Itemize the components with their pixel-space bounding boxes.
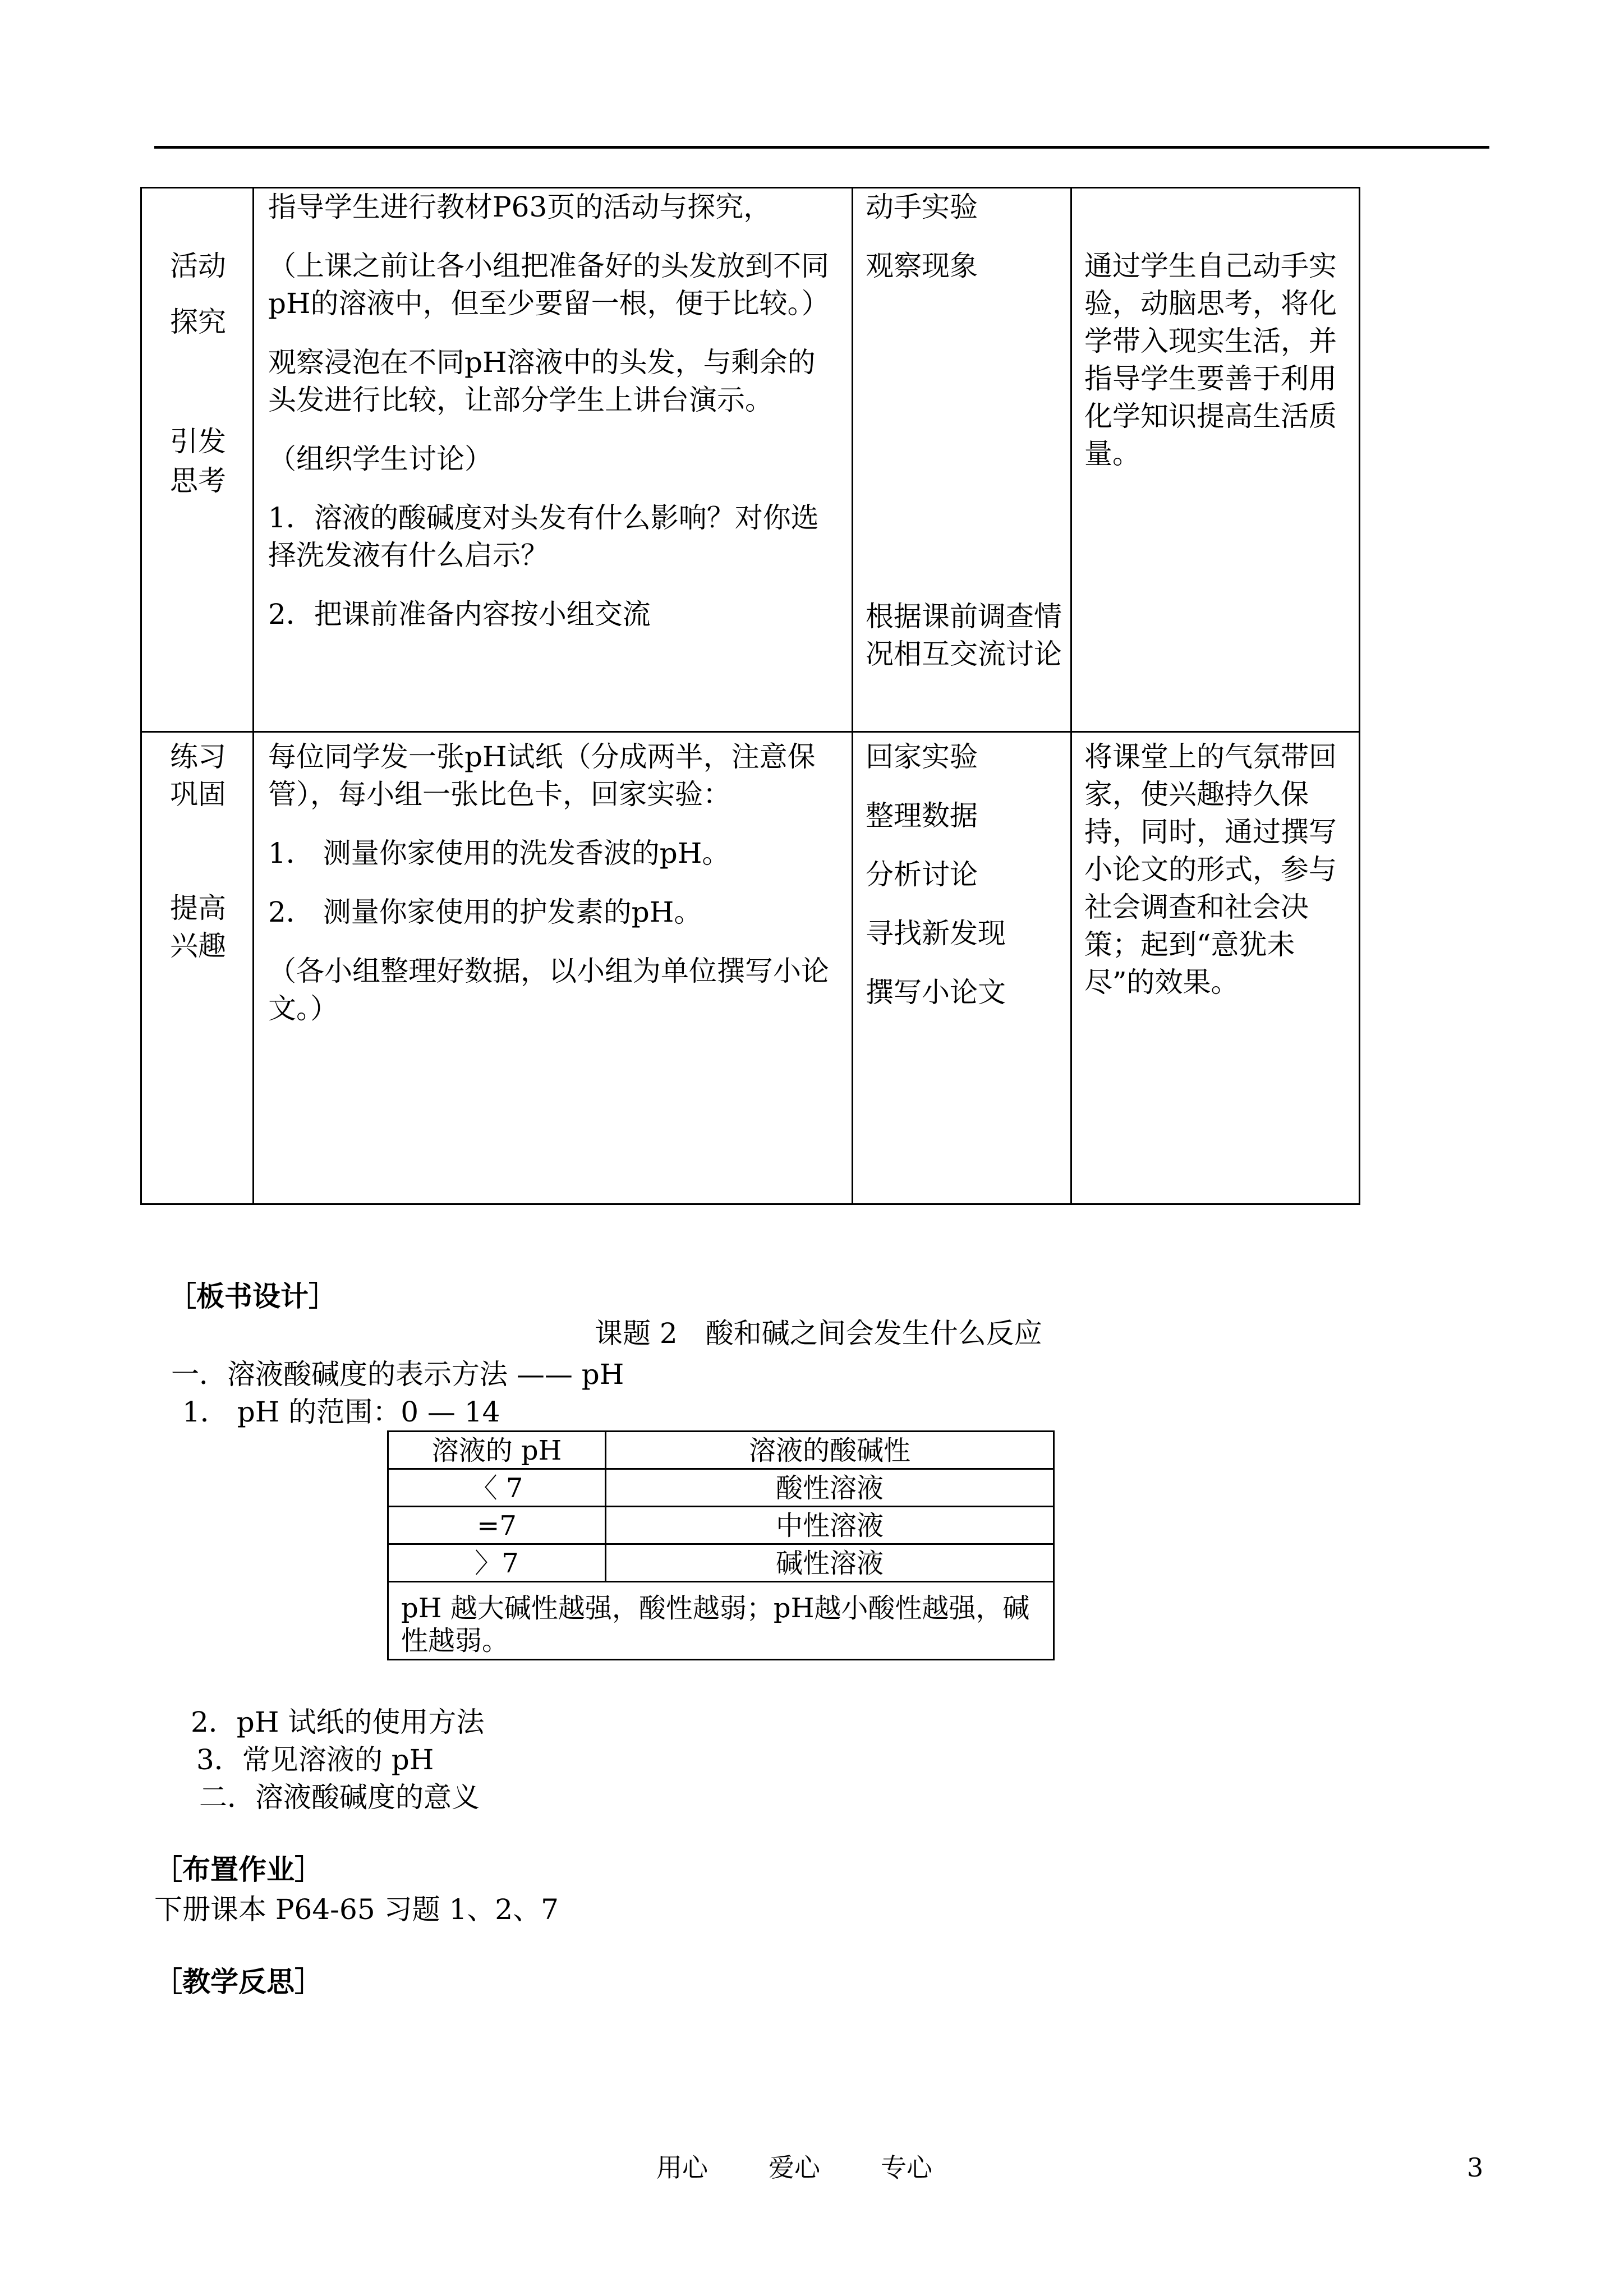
row1-label-2: 探究 <box>170 306 226 338</box>
row1-student-3: 根据课前调查情况相互交流讨论 <box>866 600 1062 670</box>
row2-label-3: 提高 <box>170 892 226 924</box>
row2-teacher-p3: 2． 测量你家使用的护发素的pH。 <box>268 896 702 928</box>
row2-teacher-p1: 每位同学发一张pH试纸（分成两半，注意保管），每小组一张比色卡，回家实验： <box>268 740 816 811</box>
board-line-4: 3．常见溶液的 pH <box>196 1743 434 1776</box>
row1-teacher-p2: （上课之前让各小组把准备好的头发放到不同pH的溶液中，但至少要留一根，便于比较。） <box>268 250 830 320</box>
header-rule <box>154 146 1489 149</box>
row1-label-4: 思考 <box>170 464 226 497</box>
row2-student-5: 撰写小论文 <box>866 976 1006 1009</box>
row2-teacher-p4: （各小组整理好数据，以小组为单位撰写小论文。） <box>268 955 829 1025</box>
row1-teacher-p3: 观察浸泡在不同pH溶液中的头发，与剩余的头发进行比较，让部分学生上讲台演示。 <box>268 346 816 416</box>
row1-student-1: 动手实验 <box>866 191 978 223</box>
ph-table-header-ph: 溶液的 pH <box>431 1435 562 1466</box>
row2-student-2: 整理数据 <box>866 799 978 832</box>
row1-design-intent: 通过学生自己动手实验，动脑思考，将化学带入现实生活，并指导学生要善于利用化学知识提高生活质量。 <box>1084 250 1337 470</box>
row2-design-intent: 将课堂上的气氛带回家，使兴趣持久保持，同时，通过撰写小论文的形式，参与社会调查和社会决策；起到“意犹未尽”的效果。 <box>1084 740 1337 999</box>
board-line-1: 一．溶液酸碱度的表示方法 —— pH <box>171 1358 624 1391</box>
row1-student-2: 观察现象 <box>866 250 978 282</box>
row-divider <box>142 731 1359 733</box>
ph-table-note: pH 越大碱性越强，酸性越弱；pH越小酸性越强，碱性越弱。 <box>401 1593 1030 1657</box>
board-design-heading: ［板书设计］ <box>168 1280 337 1313</box>
lesson-table <box>140 187 1360 1205</box>
ph-table <box>387 1430 1055 1660</box>
footer-slogan-1: 用心 <box>656 2152 708 2183</box>
board-title: 课题 2 酸和碱之间会发生什么反应 <box>595 1317 1042 1350</box>
ph-table-cell-ph: =7 <box>477 1510 517 1542</box>
row1-teacher-p5: 1．溶液的酸碱度对头发有什么影响？对你选择洗发液有什么启示？ <box>268 501 819 572</box>
row1-teacher-activity <box>268 188 843 655</box>
row2-label-4: 兴趣 <box>170 930 226 962</box>
board-line-3: 2．pH 试纸的使用方法 <box>191 1706 485 1738</box>
row2-label-2: 巩固 <box>170 778 226 811</box>
ph-table-header-nature: 溶液的酸碱性 <box>748 1435 910 1466</box>
row1-label-3: 引发 <box>170 425 226 458</box>
page-number: 3 <box>1467 2152 1484 2183</box>
reflection-heading: ［教学反思］ <box>154 1965 323 1998</box>
ph-table-cell-nature: 碱性溶液 <box>775 1548 884 1579</box>
ph-table-cell-ph: 〈 7 <box>470 1473 523 1504</box>
row2-label-1: 练习 <box>170 740 226 773</box>
homework-heading: ［布置作业］ <box>154 1853 323 1886</box>
row1-label-1: 活动 <box>170 250 226 282</box>
row2-student-4: 寻找新发现 <box>866 917 1006 950</box>
row1-teacher-p1: 指导学生进行教材P63页的活动与探究， <box>268 191 772 223</box>
row2-teacher-activity <box>268 738 843 1049</box>
col-divider-2 <box>852 188 853 1203</box>
row1-teacher-p4: （组织学生讨论） <box>268 443 493 475</box>
ph-table-cell-nature: 中性溶液 <box>775 1510 884 1542</box>
ph-table-cell-ph: 〉7 <box>475 1548 519 1579</box>
ph-table-cell-nature: 酸性溶液 <box>775 1473 884 1504</box>
row1-teacher-p6: 2．把课前准备内容按小组交流 <box>268 598 651 631</box>
footer-slogan-2: 爱心 <box>769 2152 820 2183</box>
col-divider-1 <box>252 188 254 1203</box>
footer-slogan-3: 专心 <box>881 2152 932 2183</box>
row2-teacher-p2: 1． 测量你家使用的洗发香波的pH。 <box>268 837 730 869</box>
board-line-2: 1． pH 的范围：0 — 14 <box>182 1396 500 1428</box>
homework-text: 下册课本 P64-65 习题 1、2、7 <box>154 1893 559 1926</box>
row2-student-1: 回家实验 <box>866 740 978 773</box>
col-divider-3 <box>1070 188 1072 1203</box>
board-line-5: 二．溶液酸碱度的意义 <box>199 1781 480 1814</box>
row2-student-3: 分析讨论 <box>866 858 978 891</box>
